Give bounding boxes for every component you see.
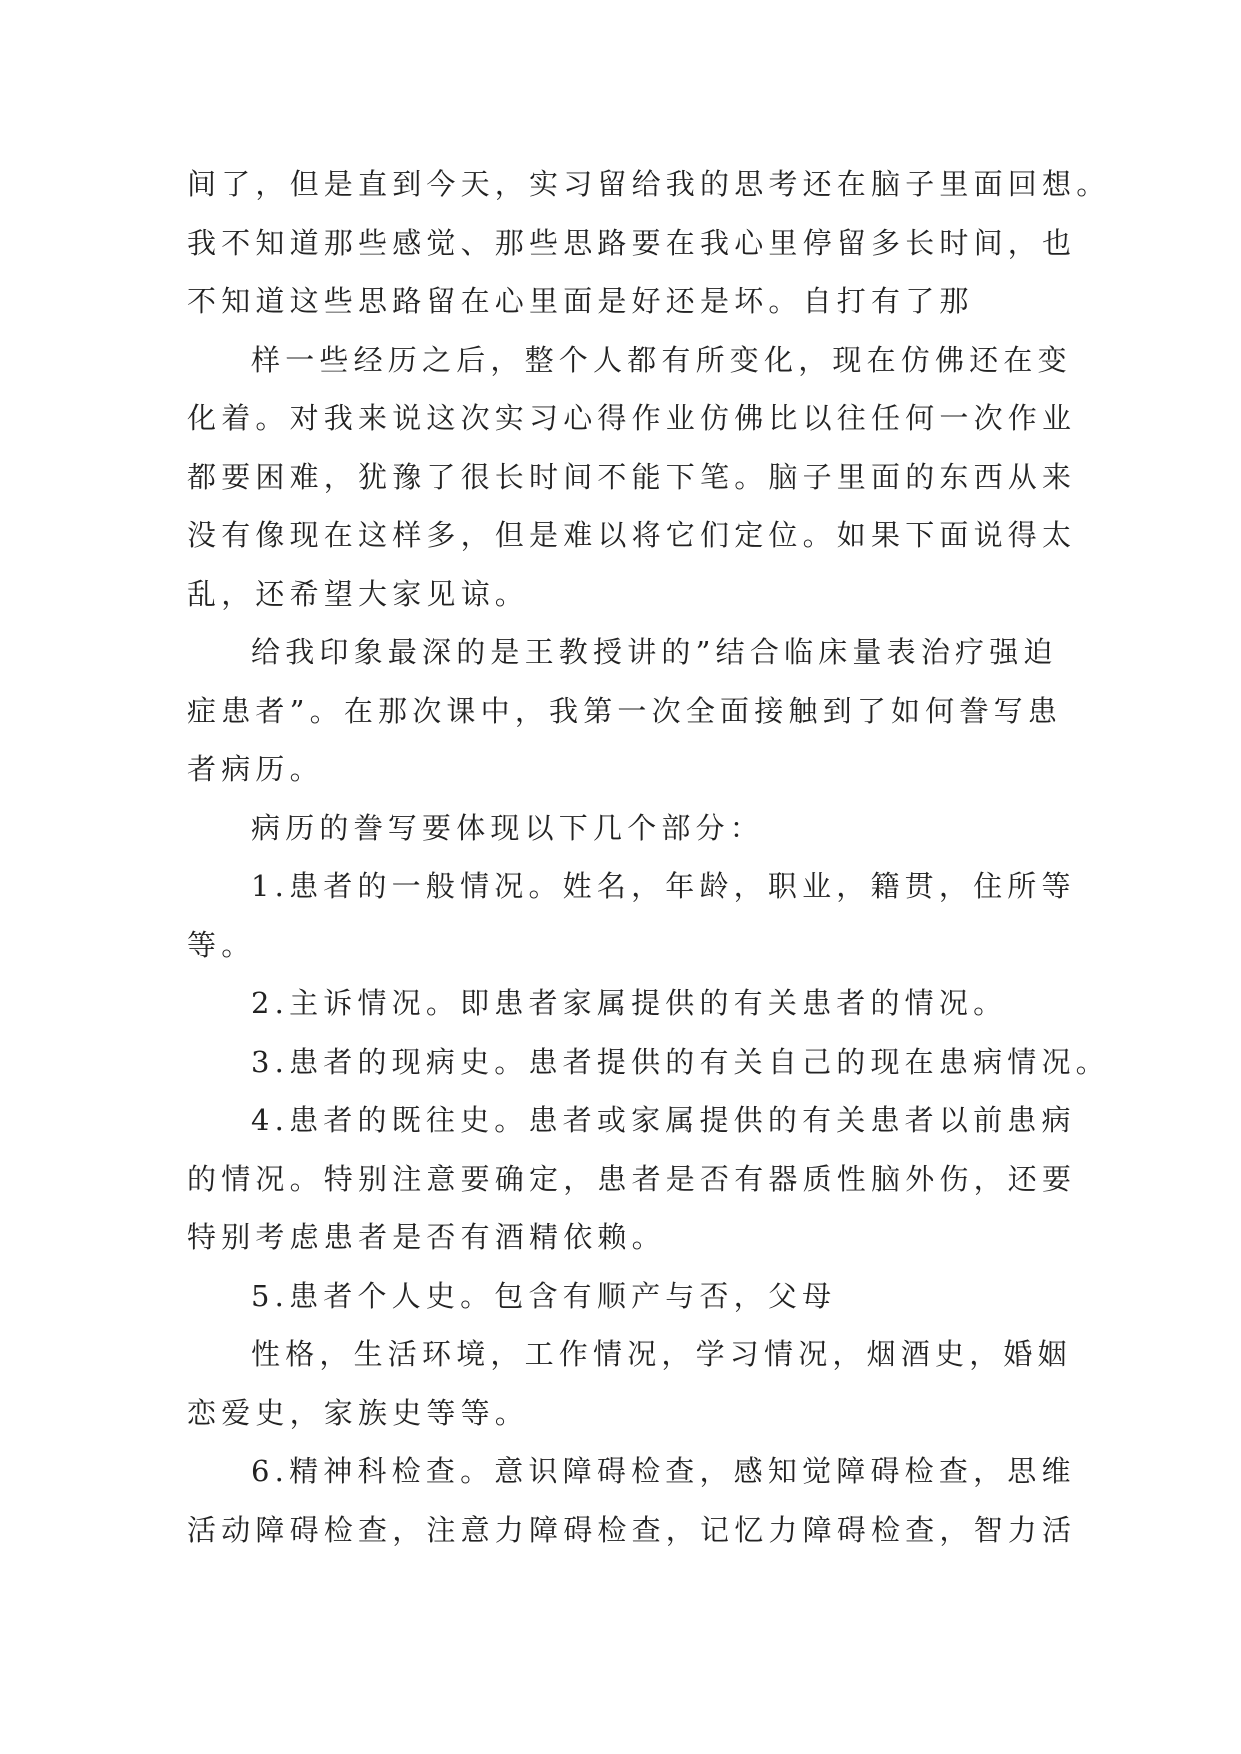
text-line: 不知道这些思路留在心里面是好还是坏。自打有了那 [187, 284, 974, 318]
text-line: 样一些经历之后，整个人都有所变化，现在仿佛还在变 [251, 342, 1072, 377]
text-line: 特别考虑患者是否有酒精依赖。 [187, 1220, 666, 1254]
list-item-line: 4.患者的既往史。患者或家属提供的有关患者以前患病 [251, 1103, 1076, 1137]
list-item-line: 6.精神科检查。意识障碍检查，感知觉障碍检查，思维 [251, 1454, 1076, 1488]
text-line: 化着。对我来说这次实习心得作业仿佛比以往任何一次作业 [187, 401, 1077, 435]
text-line: 病历的誊写要体现以下几个部分： [251, 810, 765, 845]
list-item-line: 2.主诉情况。即患者家属提供的有关患者的情况。 [251, 986, 1008, 1020]
text-line: 症患者”。在那次课中，我第一次全面接触到了如何誊写患 [187, 693, 1063, 728]
text-line: 没有像现在这样多，但是难以将它们定位。如果下面说得太 [187, 518, 1077, 552]
document-body [187, 155, 1111, 1559]
text-line: 恋爱史，家族史等等。 [187, 1395, 530, 1430]
text-line: 者病历。 [187, 752, 324, 786]
text-line: 活动障碍检查，注意力障碍检查，记忆力障碍检查，智力活 [187, 1512, 1077, 1547]
text-line: 的情况。特别注意要确定，患者是否有器质性脑外伤，还要 [187, 1161, 1077, 1196]
text-line: 乱，还希望大家见谅。 [187, 576, 530, 611]
list-item-line: 1.患者的一般情况。姓名，年龄，职业，籍贯，住所等 [251, 869, 1076, 903]
text-line: 给我印象最深的是王教授讲的”结合临床量表治疗强迫 [251, 635, 1058, 669]
text-line: 我不知道那些感觉、那些思路要在我心里停留多长时间，也 [187, 225, 1077, 260]
text-line: 等。 [187, 927, 256, 962]
list-item-line: 5.患者个人史。包含有顺产与否，父母 [251, 1278, 837, 1313]
list-item-line: 3.患者的现病史。患者提供的有关自己的现在患病情况。 [251, 1044, 1110, 1079]
text-line: 都要困难，犹豫了很长时间不能下笔。脑子里面的东西从来 [187, 459, 1077, 494]
text-line: 间了，但是直到今天，实习留给我的思考还在脑子里面回想。 [187, 167, 1111, 201]
text-line: 性格，生活环境，工作情况，学习情况，烟酒史，婚姻 [251, 1337, 1072, 1371]
